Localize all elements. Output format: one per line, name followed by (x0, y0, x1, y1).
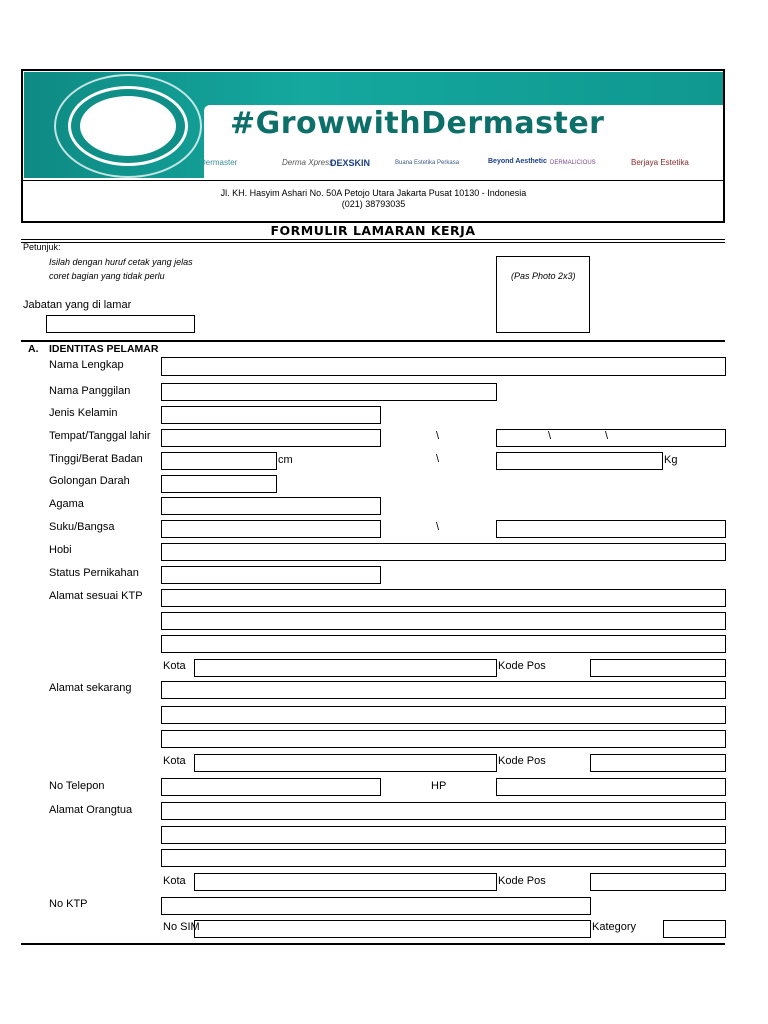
company-address: Jl. KH. Hasyim Ashari No. 50A Petojo Utara Jakarta Pusat 10130 - Indonesia (220, 188, 527, 198)
brand-logo-dermaster: Dermaster (200, 158, 238, 167)
position-input[interactable] (46, 315, 195, 333)
separator: \ (436, 430, 440, 442)
parents-address-line-2[interactable] (161, 826, 726, 844)
unit-kg: Kg (664, 454, 678, 466)
label-postcode: Kode Pos (498, 755, 546, 767)
sim-category-input[interactable] (663, 920, 726, 938)
current-postcode-input[interactable] (590, 754, 726, 772)
label-phone: No Telepon (49, 780, 105, 792)
label-gender: Jenis Kelamin (49, 407, 118, 419)
brand-logo-berjaya: Berjaya Estetika (631, 158, 689, 167)
label-category: Kategory (592, 921, 637, 933)
unit-cm: cm (278, 454, 293, 466)
label-city: Kota (163, 660, 186, 672)
ktp-address-line-1[interactable] (161, 589, 726, 607)
brand-logo-beyond: Beyond Aesthetic (488, 158, 547, 165)
label-height-weight: Tinggi/Berat Badan (49, 453, 143, 465)
parents-postcode-input[interactable] (590, 873, 726, 891)
section-a-title: IDENTITAS PELAMAR (49, 343, 159, 355)
label-hobby: Hobi (49, 544, 72, 556)
label-marital: Status Pernikahan (49, 567, 139, 579)
form-title: FORMULIR LAMARAN KERJA (270, 223, 476, 238)
nickname-input[interactable] (161, 383, 497, 401)
label-ktp-address: Alamat sesuai KTP (49, 590, 143, 602)
separator: \ (436, 521, 440, 533)
mobile-input[interactable] (496, 778, 726, 796)
date-separator: \ (605, 430, 609, 442)
instruction-1: Isilah dengan huruf cetak yang jelas (49, 257, 193, 267)
nationality-input[interactable] (496, 520, 726, 538)
current-address-line-3[interactable] (161, 730, 726, 748)
sim-number-input[interactable] (194, 920, 591, 938)
current-address-line-2[interactable] (161, 706, 726, 724)
current-city-input[interactable] (194, 754, 497, 772)
parents-address-line-1[interactable] (161, 802, 726, 820)
ktp-city-input[interactable] (194, 659, 497, 677)
label-city: Kota (163, 875, 186, 887)
date-separator: \ (548, 430, 552, 442)
label-blood: Golongan Darah (49, 475, 130, 487)
instruction-2: coret bagian yang tidak perlu (49, 271, 165, 281)
header-banner (24, 72, 723, 178)
label-ktp-no: No KTP (49, 898, 88, 910)
ktp-number-input[interactable] (161, 897, 591, 915)
gender-input[interactable] (161, 406, 381, 424)
full-name-input[interactable] (161, 357, 726, 376)
label-postcode: Kode Pos (498, 875, 546, 887)
label-full-name: Nama Lengkap (49, 359, 124, 371)
separator: \ (436, 453, 440, 465)
brand-logo-dexskin: DEXSKIN (330, 158, 371, 168)
label-parents-address: Alamat Orangtua (49, 804, 133, 816)
photo-box (496, 256, 590, 333)
parents-address-line-3[interactable] (161, 849, 726, 867)
title-rule-top (21, 239, 725, 240)
brand-logo-dermaxpress: Derma Xpress (282, 158, 334, 167)
label-birth: Tempat/Tanggal lahir (49, 430, 151, 442)
weight-input[interactable] (496, 452, 663, 470)
label-city: Kota (163, 755, 186, 767)
label-religion: Agama (49, 498, 84, 510)
birth-place-input[interactable] (161, 429, 381, 447)
label-hp: HP (431, 780, 447, 792)
current-address-line-1[interactable] (161, 681, 726, 699)
position-label: Jabatan yang di lamar (23, 299, 132, 311)
birth-date-input[interactable] (496, 429, 726, 447)
company-phone: (021) 38793035 (341, 199, 406, 209)
hobby-input[interactable] (161, 543, 726, 561)
header-divider (21, 180, 725, 181)
ethnicity-input[interactable] (161, 520, 381, 538)
label-current-address: Alamat sekarang (49, 682, 132, 694)
ktp-address-line-2[interactable] (161, 612, 726, 630)
marital-status-input[interactable] (161, 566, 381, 584)
label-sim-no: No SIM (163, 921, 200, 933)
label-ethnicity: Suku/Bangsa (49, 521, 115, 533)
logo-ring-inner (80, 96, 176, 156)
photo-label: (Pas Photo 2x3) (511, 271, 576, 281)
ktp-address-line-3[interactable] (161, 635, 726, 653)
label-postcode: Kode Pos (498, 660, 546, 672)
section-a-letter: A. (28, 343, 39, 355)
blood-type-input[interactable] (161, 475, 277, 493)
ktp-postcode-input[interactable] (590, 659, 726, 677)
parents-city-input[interactable] (194, 873, 497, 891)
phone-input[interactable] (161, 778, 381, 796)
instructions-label: Petunjuk: (23, 242, 61, 252)
label-nickname: Nama Panggilan (49, 385, 131, 397)
title-rule-bottom (21, 242, 725, 243)
religion-input[interactable] (161, 497, 381, 515)
headline: #GrowwithDermaster (230, 106, 605, 141)
height-input[interactable] (161, 452, 277, 470)
section-a-bottom-rule (21, 943, 725, 945)
brand-logo-dermalicious: DERMALICIOUS (550, 160, 596, 166)
brand-logo-buana: Buana Estetika Perkasa (395, 160, 460, 166)
